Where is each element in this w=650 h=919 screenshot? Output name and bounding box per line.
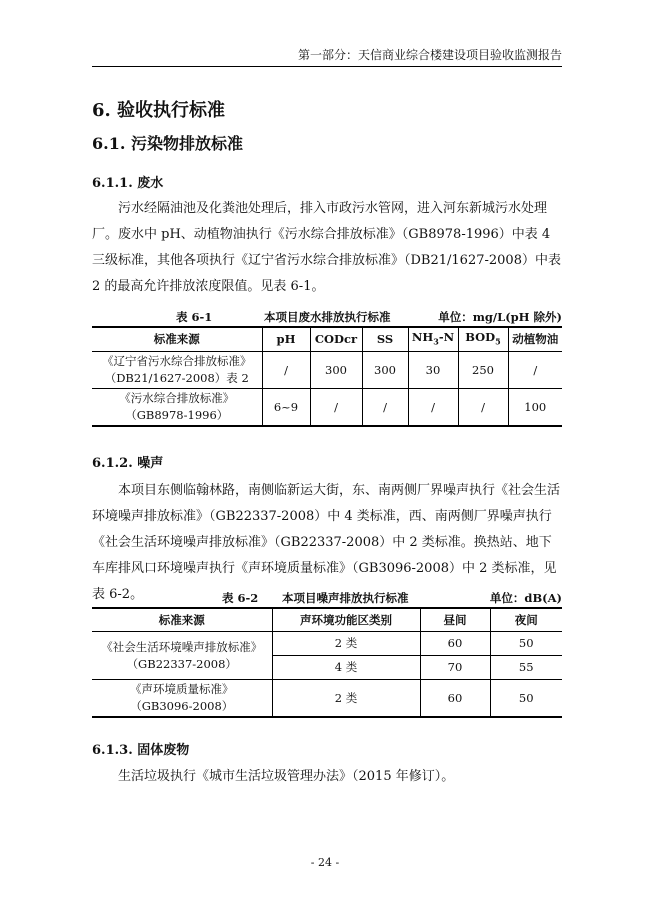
table-cell: 4 类 (272, 656, 420, 680)
wastewater-text: 污水经隔油池及化粪池处理后，排入市政污水管网，进入河东新城污水处理厂。废水中 pH、动植物油执行《污水综合排放标准》（GB8978-1996）中表 4 三级标准，其他各项执行《辽宁省污水综合排放标准》（DB21/1627-2008）中表 2 的最高允许排放浓度限值。见表 6-1。 (92, 201, 561, 294)
solid-waste-text: 生活垃圾执行《城市生活垃圾管理办法》（2015 年修订）。 (118, 769, 455, 784)
nh3-suffix: -N (438, 330, 455, 344)
wastewater-standards-table (92, 326, 562, 427)
source-code: （GB22337-2008） (126, 656, 237, 671)
noise-text: 本项目东侧临翰林路，南侧临新运大街，东、南两侧厂界噪声执行《社会生活环境噪声排放标准》（GB22337-2008）中 4 类标准，西、南两侧厂界噪声执行《社会生活环境噪声排放标准》（GB22337-2008）中 2 类标准。换热站、地下车库排风口环境噪声执行《声环境质量标准》（GB3096-2008）中 2 类标准，见表 6-2。 (92, 483, 561, 602)
table-header-cell: 动植物油 (508, 327, 562, 352)
table-header-cell: 标准来源 (92, 608, 272, 632)
nh3-subscript: 3 (433, 336, 439, 347)
source-code: （DB21/1627-2008）表 2 (104, 371, 249, 386)
table1-unit: 单位：mg/L(pH 除外) (438, 310, 562, 324)
table-cell: 60 (420, 632, 490, 656)
source-name: 《社会生活环境噪声排放标准》 (101, 639, 263, 654)
wastewater-heading: 6.1.1. 废水 (92, 176, 164, 191)
table-cell: / (508, 352, 562, 389)
table-cell: 6~9 (262, 389, 310, 427)
table-cell: 30 (408, 352, 458, 389)
table2-title: 本项目噪声排放执行标准 (282, 591, 409, 605)
header-text: 第一部分：天信商业综合楼建设项目验收监测报告 (297, 48, 562, 62)
table-header-row (92, 327, 562, 352)
table-cell: 2 类 (272, 632, 420, 656)
table2-number: 表 6-2 (222, 591, 259, 605)
table-header-row (92, 608, 562, 632)
noise-standards-table (92, 607, 562, 718)
table-row (92, 352, 562, 389)
table-row (92, 680, 562, 718)
table2-unit: 单位：dB(A) (489, 591, 562, 605)
standard-source-cell (92, 389, 262, 427)
table-cell: / (458, 389, 508, 427)
table-cell: 70 (420, 656, 490, 680)
page-header (92, 44, 562, 67)
source-name: 《声环境质量标准》 (130, 682, 234, 696)
table-header-cell: 昼间 (420, 608, 490, 632)
nh3-label: NH (411, 330, 434, 344)
table-header-cell: 夜间 (490, 608, 562, 632)
wastewater-paragraph (92, 196, 562, 300)
table-cell: / (362, 389, 408, 427)
table-cell: 250 (458, 352, 508, 389)
bod-label: BOD (465, 330, 496, 344)
table-header-cell: 声环境功能区类别 (272, 608, 420, 632)
table-cell: / (262, 352, 310, 389)
table-cell: 300 (362, 352, 408, 389)
table-cell: 60 (420, 680, 490, 718)
table-cell: 50 (490, 632, 562, 656)
table-header-cell: 标准来源 (92, 327, 262, 352)
table2-caption (92, 590, 562, 606)
table-header-cell: pH (262, 327, 310, 352)
source-name: 《辽宁省污水综合排放标准》 (102, 354, 252, 369)
subsection-heading: 6.1. 污染物排放标准 (92, 134, 243, 153)
noise-heading: 6.1.2. 噪声 (92, 456, 164, 471)
standard-source-cell (92, 680, 272, 718)
source-code: （GB3096-2008） (130, 699, 234, 713)
source-code: （GB8978-1996） (125, 408, 229, 423)
table-cell: 2 类 (272, 680, 420, 718)
table-header-cell (458, 327, 508, 352)
table-row (92, 389, 562, 427)
noise-paragraph (92, 478, 562, 608)
source-name: 《污水综合排放标准》 (119, 391, 235, 406)
table-cell: 100 (508, 389, 562, 427)
bod-subscript: 5 (495, 336, 501, 347)
table-cell: 300 (310, 352, 362, 389)
table1-title: 本项目废水排放执行标准 (264, 310, 391, 324)
page-number: - 24 - (310, 856, 340, 869)
table-cell: 50 (490, 680, 562, 718)
standard-source-cell (92, 632, 272, 680)
table1-caption (92, 309, 562, 325)
table-row (92, 632, 562, 656)
table1-number: 表 6-1 (176, 310, 213, 324)
solid-waste-paragraph (92, 764, 562, 790)
solid-waste-heading: 6.1.3. 固体废物 (92, 743, 190, 758)
table-header-cell: SS (362, 327, 408, 352)
standard-source-cell (92, 352, 262, 389)
table-cell: 55 (490, 656, 562, 680)
section-heading: 6. 验收执行标准 (92, 100, 226, 121)
table-cell: / (408, 389, 458, 427)
table-cell: / (310, 389, 362, 427)
table-header-cell (408, 327, 458, 352)
table-header-cell: CODcr (310, 327, 362, 352)
